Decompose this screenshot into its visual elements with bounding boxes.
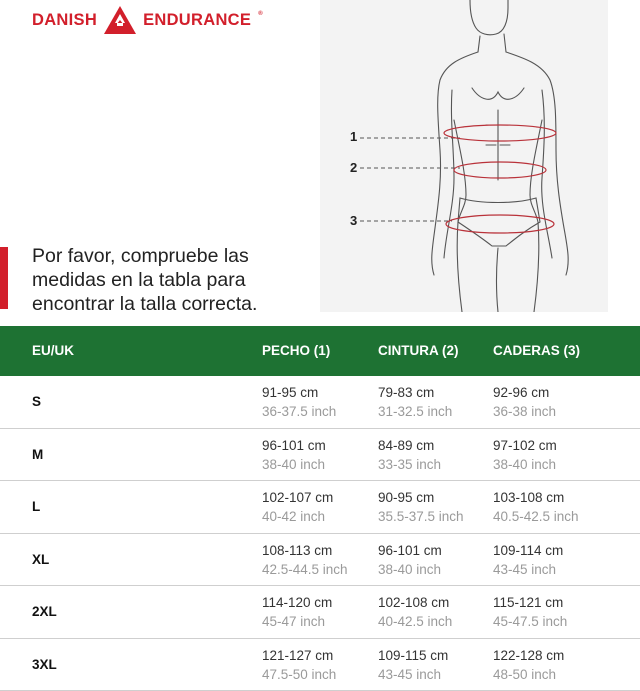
header-hips: CADERAS (3): [493, 343, 580, 358]
waist-inch: 35.5-37.5 inch: [378, 507, 464, 526]
header-waist: CINTURA (2): [378, 343, 459, 358]
chest-cell: [262, 593, 332, 631]
hips-cm: 115-121 cm: [493, 593, 567, 612]
hips-cell: [493, 488, 579, 526]
accent-bar: [0, 247, 8, 309]
chest-inch: 40-42 inch: [262, 507, 333, 526]
chest-inch: 42.5-44.5 inch: [262, 560, 348, 579]
mountain-logo-icon: [103, 5, 137, 35]
chest-cell: [262, 488, 333, 526]
chest-cm: 96-101 cm: [262, 436, 326, 455]
table-header: [0, 326, 640, 376]
table-row: [0, 586, 640, 639]
size-label: M: [32, 447, 43, 462]
chest-cm: 121-127 cm: [262, 646, 336, 665]
chest-inch: 47.5-50 inch: [262, 665, 336, 684]
table-row: [0, 639, 640, 691]
chest-inch: 36-37.5 inch: [262, 402, 336, 421]
hips-cm: 122-128 cm: [493, 646, 564, 665]
hips-inch: 43-45 inch: [493, 560, 563, 579]
hips-inch: 48-50 inch: [493, 665, 564, 684]
waist-cell: [378, 593, 452, 631]
size-label: XL: [32, 552, 49, 567]
measurement-figure: [320, 0, 608, 312]
body-outline-icon: [320, 0, 608, 312]
brand-logo[interactable]: [32, 2, 263, 38]
waist-inch: 31-32.5 inch: [378, 402, 452, 421]
hips-inch: 45-47.5 inch: [493, 612, 567, 631]
size-label: L: [32, 499, 40, 514]
hips-cm: 92-96 cm: [493, 383, 556, 402]
waist-inch: 43-45 inch: [378, 665, 448, 684]
hips-cm: 109-114 cm: [493, 541, 563, 560]
brand-name-left: DANISH: [32, 11, 97, 30]
waist-inch: 33-35 inch: [378, 455, 441, 474]
hips-inch: 36-38 inch: [493, 402, 556, 421]
chest-cell: [262, 436, 326, 474]
hips-inch: 38-40 inch: [493, 455, 557, 474]
waist-cell: [378, 383, 452, 421]
measure-label-2: 2: [350, 160, 357, 175]
hips-cm: 97-102 cm: [493, 436, 557, 455]
header-size: EU/UK: [32, 343, 74, 358]
hips-cm: 103-108 cm: [493, 488, 579, 507]
waist-cell: [378, 488, 464, 526]
table-row: [0, 534, 640, 587]
waist-cell: [378, 541, 442, 579]
chest-cell: [262, 383, 336, 421]
hips-cell: [493, 593, 567, 631]
size-label: S: [32, 394, 41, 409]
chest-cell: [262, 541, 348, 579]
hips-cell: [493, 646, 564, 684]
waist-cm: 102-108 cm: [378, 593, 452, 612]
waist-inch: 38-40 inch: [378, 560, 442, 579]
chest-cm: 102-107 cm: [262, 488, 333, 507]
chest-cell: [262, 646, 336, 684]
hips-inch: 40.5-42.5 inch: [493, 507, 579, 526]
size-label: 2XL: [32, 604, 57, 619]
chest-inch: 45-47 inch: [262, 612, 332, 631]
waist-cm: 90-95 cm: [378, 488, 464, 507]
header-chest: PECHO (1): [262, 343, 330, 358]
waist-cm: 109-115 cm: [378, 646, 448, 665]
waist-cm: 84-89 cm: [378, 436, 441, 455]
hips-cell: [493, 383, 556, 421]
waist-cell: [378, 646, 448, 684]
waist-cell: [378, 436, 441, 474]
waist-inch: 40-42.5 inch: [378, 612, 452, 631]
table-row: [0, 376, 640, 429]
intro-text: Por favor, compruebe las medidas en la tabla para encontrar la talla correcta.: [32, 244, 322, 316]
chest-cm: 91-95 cm: [262, 383, 336, 402]
hips-cell: [493, 541, 563, 579]
chest-cm: 114-120 cm: [262, 593, 332, 612]
measure-label-1: 1: [350, 129, 357, 144]
table-row: [0, 429, 640, 482]
trademark-symbol: ®: [258, 11, 263, 17]
brand-name-right: ENDURANCE: [143, 11, 251, 30]
chest-inch: 38-40 inch: [262, 455, 326, 474]
table-row: [0, 481, 640, 534]
waist-cm: 79-83 cm: [378, 383, 452, 402]
waist-cm: 96-101 cm: [378, 541, 442, 560]
measure-label-3: 3: [350, 213, 357, 228]
size-table: [0, 326, 640, 691]
size-label: 3XL: [32, 657, 57, 672]
chest-cm: 108-113 cm: [262, 541, 348, 560]
hips-cell: [493, 436, 557, 474]
